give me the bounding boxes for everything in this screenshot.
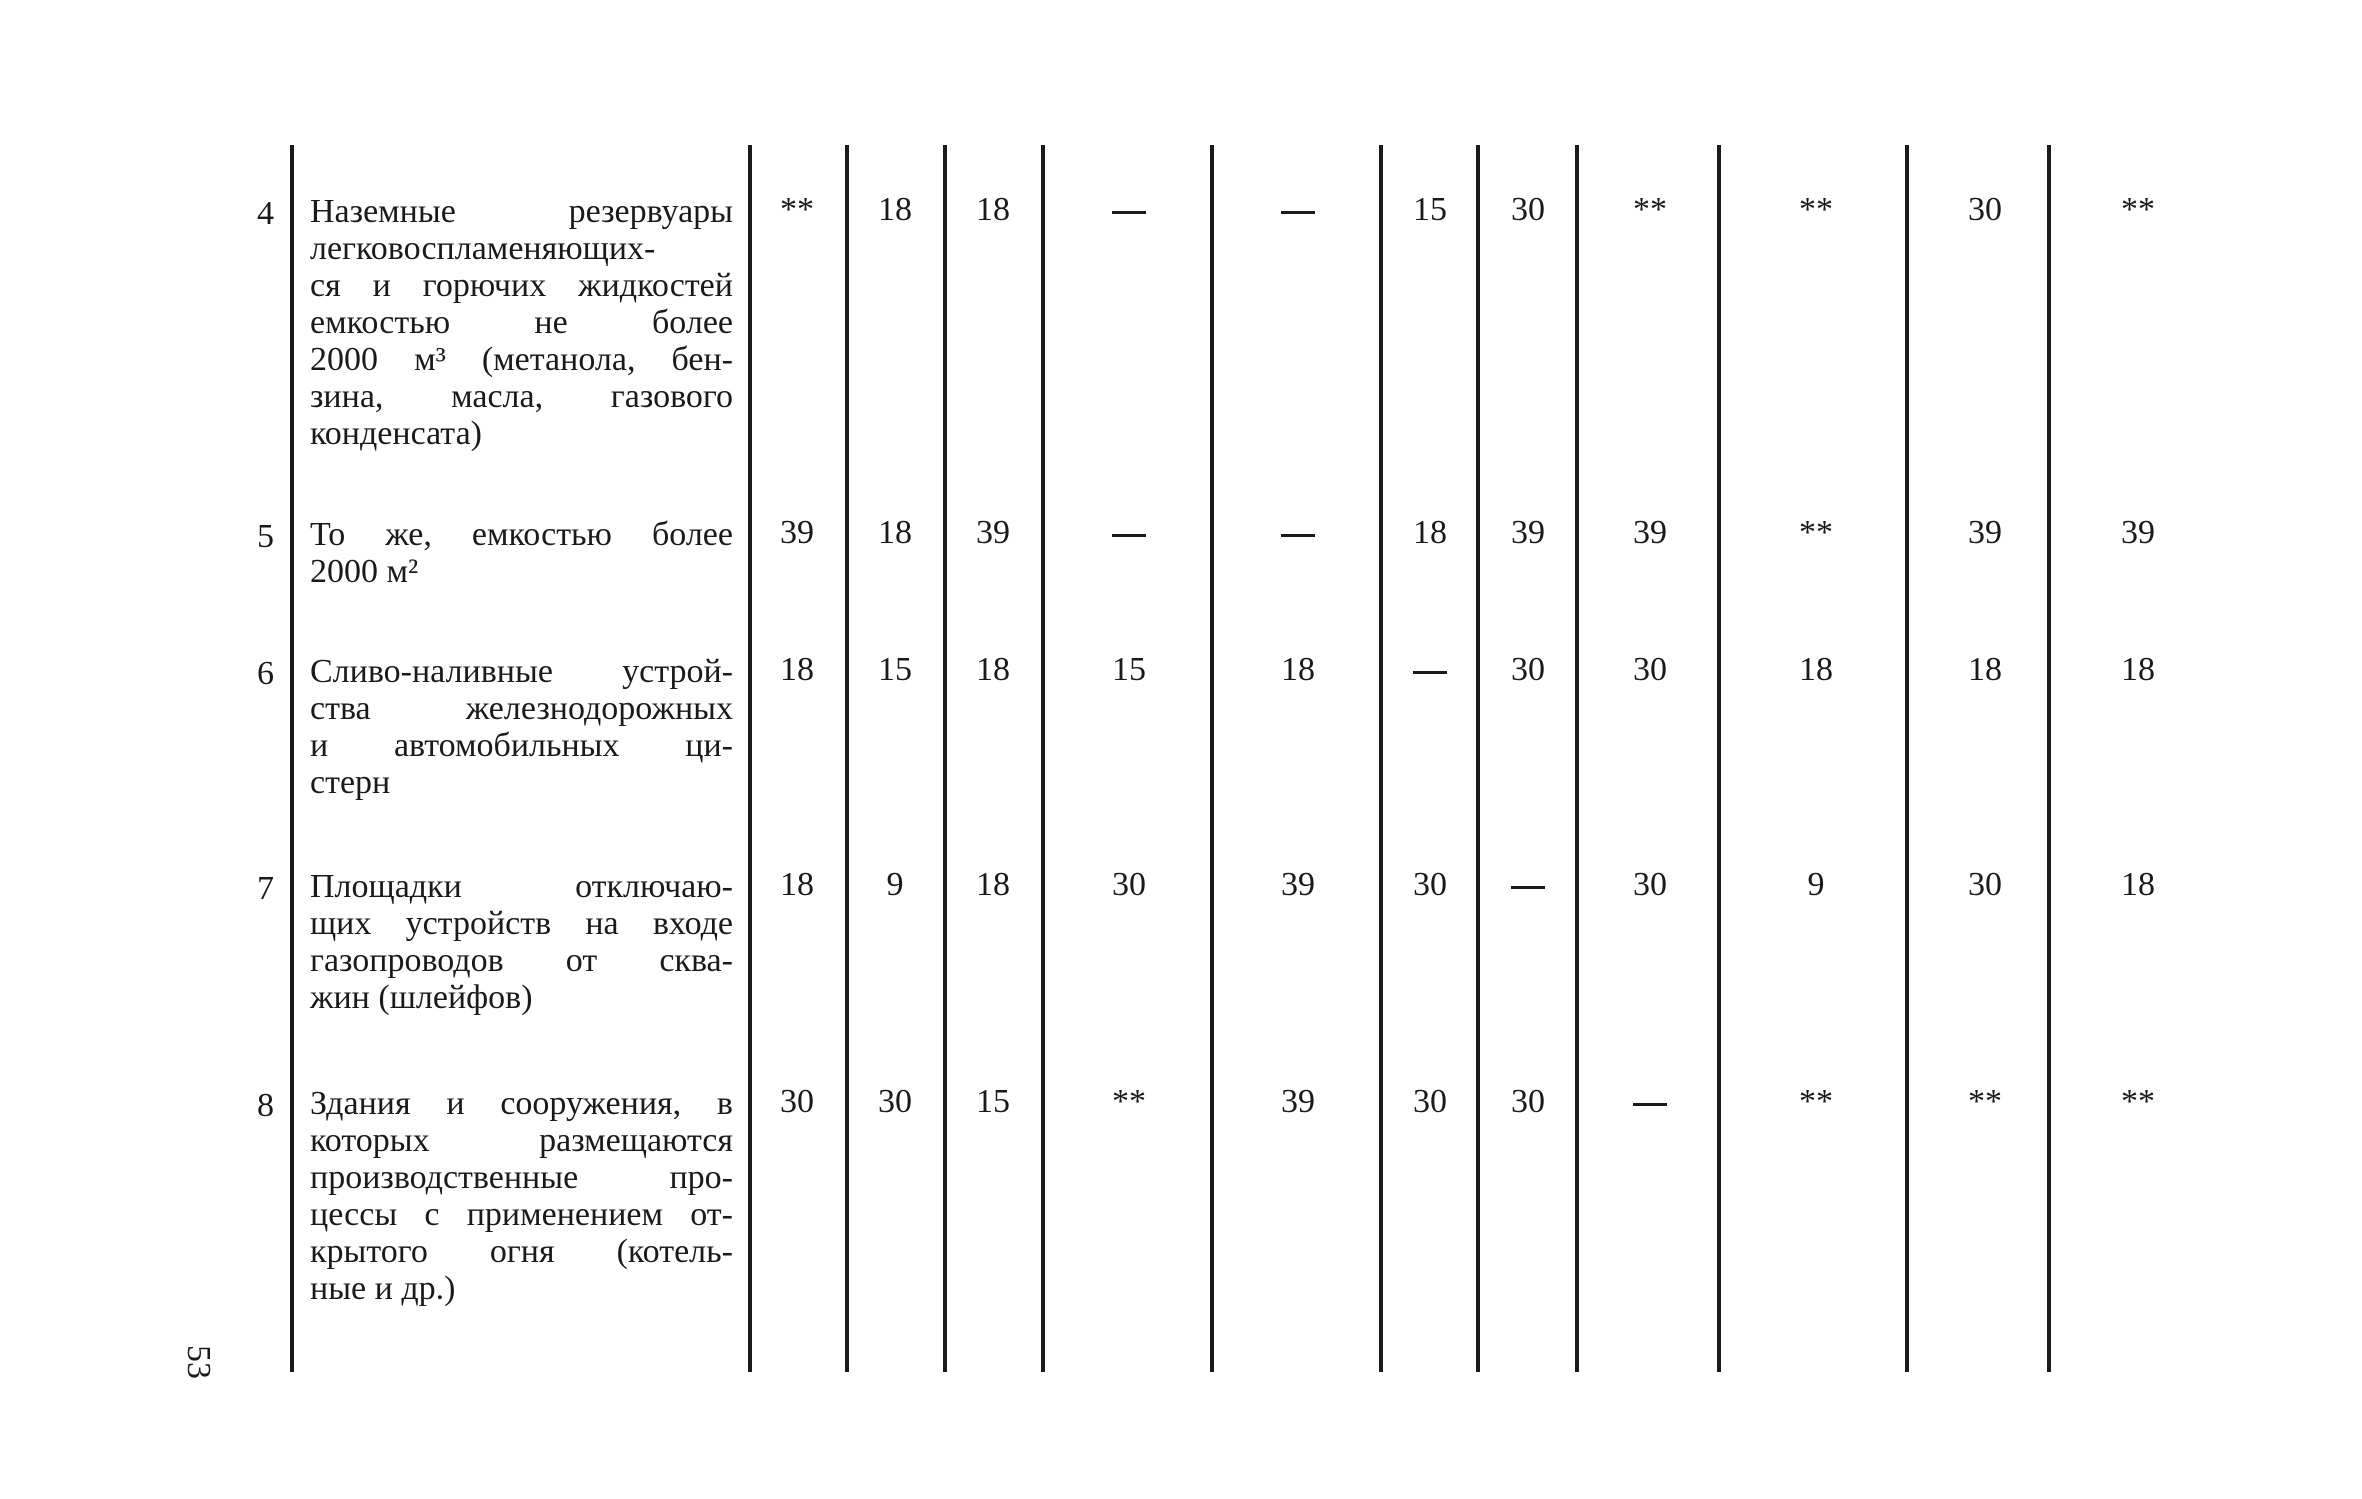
description-word: и	[310, 727, 329, 764]
distance-cell: 18	[2121, 651, 2155, 688]
dash-mark	[1413, 671, 1447, 674]
row-number: 4	[257, 195, 274, 232]
row-number: 8	[257, 1087, 274, 1124]
dash-mark	[1633, 1103, 1667, 1106]
distance-cell: **	[1112, 1083, 1146, 1120]
distance-cell: 30	[1968, 866, 2002, 903]
description-word: более	[651, 516, 733, 553]
description-word: входе	[652, 905, 733, 942]
description-line	[310, 1270, 733, 1307]
column-rule	[1717, 145, 1721, 1372]
description-word: с	[424, 1196, 440, 1233]
distance-cell: **	[2121, 191, 2155, 228]
distance-cell: 18	[780, 866, 814, 903]
distance-cell: 30	[1511, 651, 1545, 688]
distance-cell: 18	[1799, 651, 1833, 688]
dash-mark	[1281, 211, 1315, 214]
dash-mark	[1511, 886, 1545, 889]
description-word: (котель-	[616, 1233, 733, 1270]
description-word: в	[716, 1085, 733, 1122]
distance-cell	[1253, 193, 1343, 227]
distance-cell: 39	[1968, 514, 2002, 551]
distance-cell: 30	[1633, 651, 1667, 688]
distance-cell: **	[2121, 1083, 2155, 1120]
description-word: горючих	[422, 267, 547, 304]
description-text: легковоспламеняющих-	[310, 230, 656, 267]
description-word: ци-	[685, 727, 733, 764]
distance-cell: 39	[1281, 1083, 1315, 1120]
description-word: от-	[690, 1196, 733, 1233]
column-rule	[1210, 145, 1214, 1372]
distance-cell: **	[780, 191, 814, 228]
dash-mark	[1281, 534, 1315, 537]
distance-cell: 30	[1511, 191, 1545, 228]
description-word: цессы	[310, 1196, 398, 1233]
description-line	[310, 690, 733, 727]
description-word: автомобильных	[393, 727, 620, 764]
description-word: применением	[466, 1196, 664, 1233]
description-word: емкостью	[471, 516, 612, 553]
distance-cell: 9	[886, 866, 904, 903]
distance-cell: **	[1968, 1083, 2002, 1120]
distance-cell: 15	[878, 651, 912, 688]
description-word: и	[446, 1085, 465, 1122]
description-line	[310, 905, 733, 942]
description-line	[310, 553, 733, 590]
description-word: сооружения,	[500, 1085, 682, 1122]
distance-cell: 39	[2121, 514, 2155, 551]
description-line	[310, 727, 733, 764]
description-word: газового	[610, 378, 733, 415]
description-word: которых	[310, 1122, 430, 1159]
description-word: и	[372, 267, 391, 304]
description-line	[310, 764, 733, 801]
description-word: ся	[310, 267, 341, 304]
description-line	[310, 193, 733, 230]
distance-cell: 15	[976, 1083, 1010, 1120]
row-description	[310, 1085, 733, 1307]
description-word: масла,	[451, 378, 544, 415]
description-line	[310, 942, 733, 979]
description-line	[310, 1233, 733, 1270]
distance-cell	[1385, 653, 1475, 687]
description-word: 2000	[310, 341, 378, 378]
distance-cell	[1084, 193, 1174, 227]
description-text: жин (шлейфов)	[310, 979, 533, 1016]
description-word: емкостью	[310, 304, 451, 341]
description-word: отключаю-	[575, 868, 733, 905]
column-rule	[290, 145, 294, 1372]
column-rule	[1905, 145, 1909, 1372]
description-word: же,	[385, 516, 432, 553]
distance-cell	[1483, 868, 1573, 902]
description-line	[310, 341, 733, 378]
distance-cell: 18	[976, 191, 1010, 228]
row-number: 6	[257, 655, 274, 692]
row-description	[310, 653, 733, 801]
description-word: м³	[414, 341, 446, 378]
description-line	[310, 516, 733, 553]
description-word: газопроводов	[310, 942, 504, 979]
description-line	[310, 1159, 733, 1196]
description-line	[310, 304, 733, 341]
column-rule	[1575, 145, 1579, 1372]
description-line	[310, 653, 733, 690]
column-rule	[1379, 145, 1383, 1372]
column-rule	[748, 145, 752, 1372]
column-rule	[943, 145, 947, 1372]
description-word: более	[652, 304, 733, 341]
distance-cell: 18	[878, 191, 912, 228]
distance-cell: 30	[1413, 1083, 1447, 1120]
distance-cell: 30	[1511, 1083, 1545, 1120]
description-line	[310, 1196, 733, 1233]
distance-cell: **	[1633, 191, 1667, 228]
description-word: зина,	[310, 378, 384, 415]
distance-cell: 18	[976, 651, 1010, 688]
row-description	[310, 516, 733, 590]
description-word: Здания	[310, 1085, 411, 1122]
description-word: от	[565, 942, 598, 979]
distance-cell: 18	[976, 866, 1010, 903]
description-word: жидкостей	[578, 267, 733, 304]
distance-cell: 9	[1807, 866, 1825, 903]
description-word: То	[310, 516, 346, 553]
description-word: бен-	[671, 341, 733, 378]
row-number: 7	[257, 870, 274, 907]
description-line	[310, 868, 733, 905]
distance-cell: 15	[1112, 651, 1146, 688]
description-word: Сливо-наливные	[310, 653, 553, 690]
distance-cell: 15	[1413, 191, 1447, 228]
row-description	[310, 193, 733, 452]
column-rule	[2047, 145, 2051, 1372]
distance-cell: 30	[1968, 191, 2002, 228]
description-word: ства	[310, 690, 371, 727]
description-word: щих	[310, 905, 372, 942]
distance-cell: 39	[1281, 866, 1315, 903]
distance-cell	[1084, 516, 1174, 550]
description-text: стерн	[310, 764, 391, 801]
description-line	[310, 415, 733, 452]
column-rule	[1476, 145, 1480, 1372]
distance-cell: 30	[878, 1083, 912, 1120]
description-word: железнодорожных	[465, 690, 733, 727]
description-word: устройств	[405, 905, 552, 942]
description-text: 2000 м²	[310, 553, 419, 590]
distance-cell: **	[1799, 191, 1833, 228]
distance-cell: 18	[2121, 866, 2155, 903]
column-rule	[1041, 145, 1045, 1372]
distance-cell	[1253, 516, 1343, 550]
distance-cell: 18	[1281, 651, 1315, 688]
distance-cell: 18	[1968, 651, 2002, 688]
description-line	[310, 230, 733, 267]
description-word: про-	[669, 1159, 733, 1196]
description-line	[310, 378, 733, 415]
distance-cell: 18	[780, 651, 814, 688]
column-rule	[845, 145, 849, 1372]
description-word: не	[534, 304, 568, 341]
distance-cell: 30	[1633, 866, 1667, 903]
description-line	[310, 979, 733, 1016]
description-word: (метанола,	[481, 341, 636, 378]
distance-cell: 18	[1413, 514, 1447, 551]
description-word: устрой-	[622, 653, 733, 690]
description-word: на	[585, 905, 619, 942]
page-number: 53	[180, 1345, 217, 1379]
row-number: 5	[257, 518, 274, 555]
description-word: крытого	[310, 1233, 428, 1270]
distance-cell: **	[1799, 514, 1833, 551]
description-line	[310, 267, 733, 304]
description-line	[310, 1085, 733, 1122]
distance-cell: **	[1799, 1083, 1833, 1120]
description-word: производственные	[310, 1159, 579, 1196]
dash-mark	[1112, 211, 1146, 214]
distance-cell	[1605, 1085, 1695, 1119]
description-word: резервуары	[568, 193, 733, 230]
dash-mark	[1112, 534, 1146, 537]
row-description	[310, 868, 733, 1016]
description-word: Наземные	[310, 193, 456, 230]
description-word: сква-	[659, 942, 733, 979]
description-word: огня	[489, 1233, 555, 1270]
distance-cell: 39	[780, 514, 814, 551]
description-text: ные и др.)	[310, 1270, 456, 1307]
description-word: Площадки	[310, 868, 462, 905]
description-word: размещаются	[539, 1122, 733, 1159]
distance-cell: 30	[1413, 866, 1447, 903]
distance-cell: 39	[976, 514, 1010, 551]
description-text: конденсата)	[310, 415, 482, 452]
distance-cell: 39	[1511, 514, 1545, 551]
distance-cell: 30	[780, 1083, 814, 1120]
description-line	[310, 1122, 733, 1159]
distance-cell: 39	[1633, 514, 1667, 551]
distance-cell: 18	[878, 514, 912, 551]
distance-cell: 30	[1112, 866, 1146, 903]
